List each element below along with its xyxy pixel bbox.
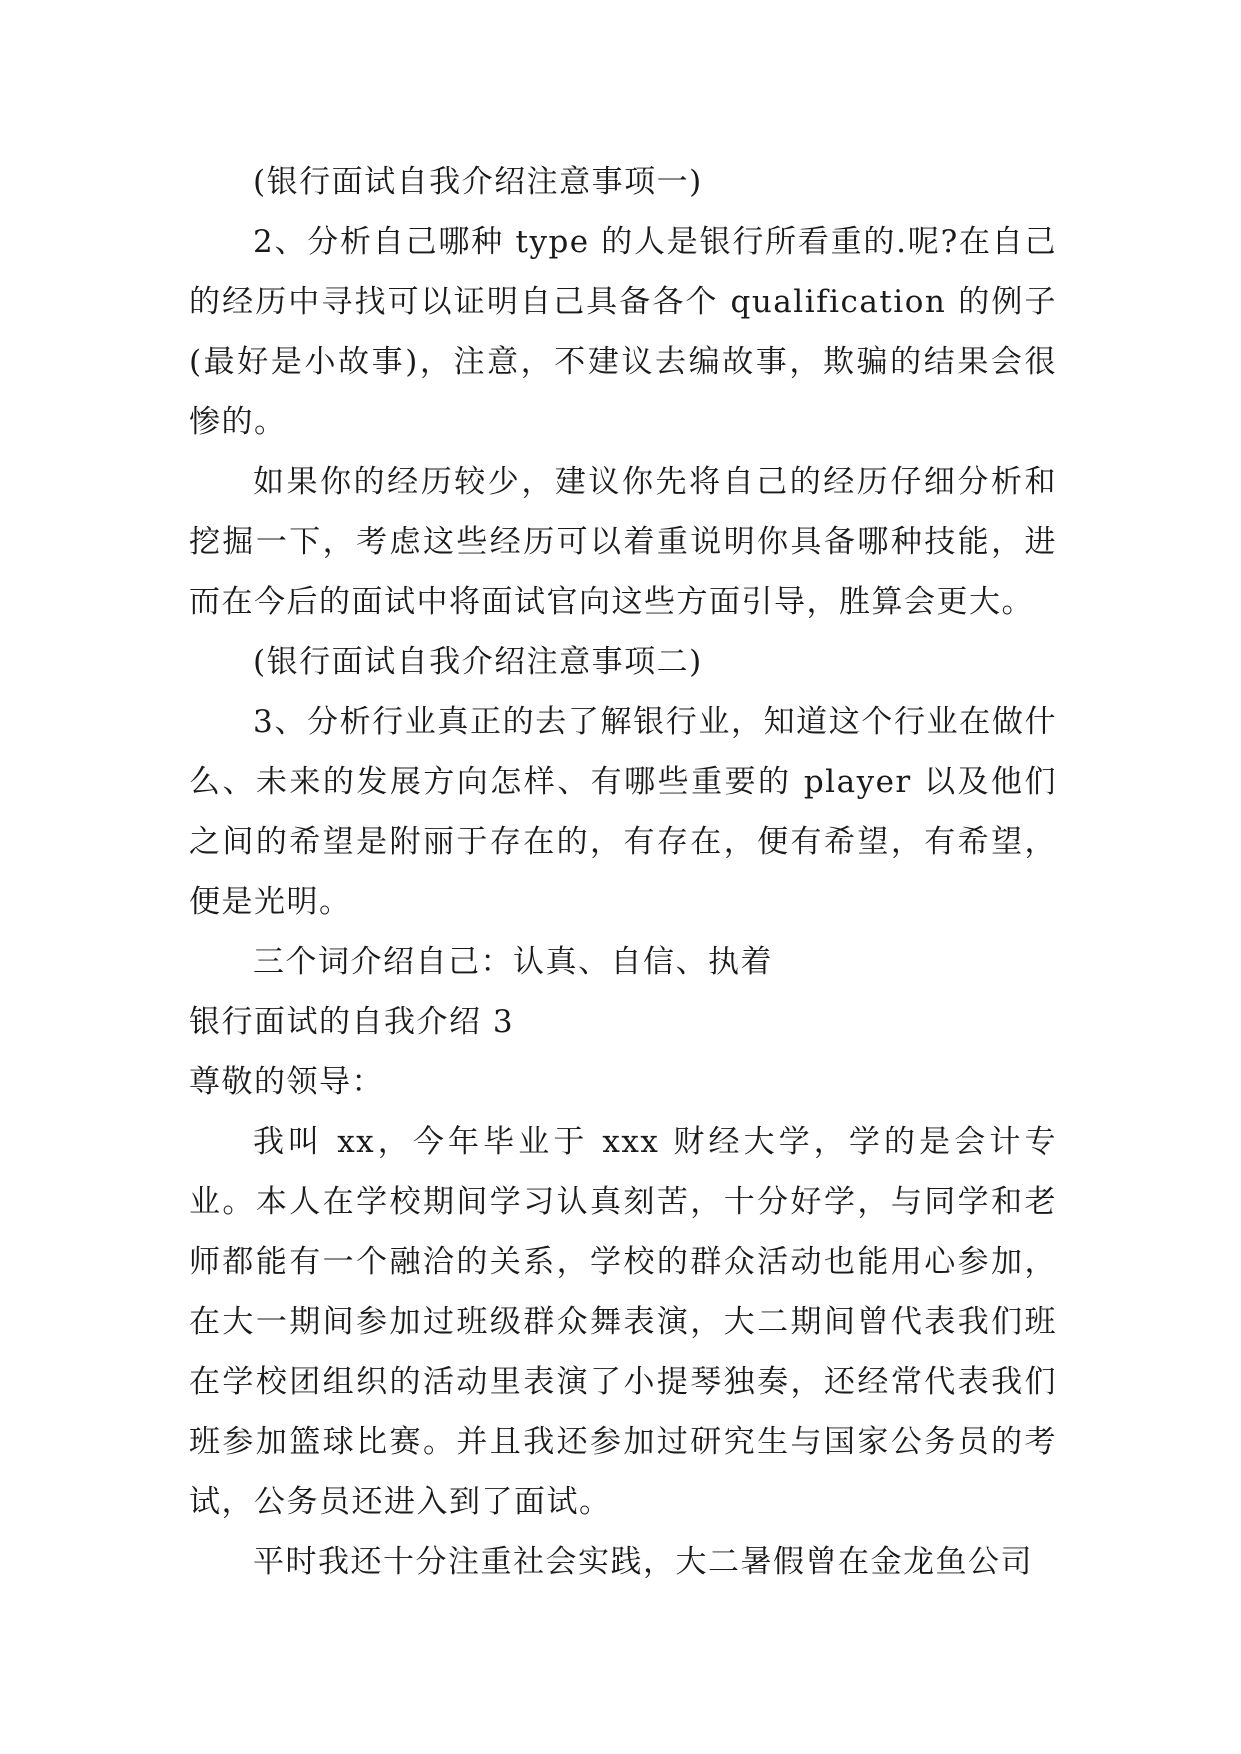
paragraph-analyze-industry: 3、分析行业真正的去了解银行业，知道这个行业在做什么、未来的发展方向怎样、有哪些重要的 player 以及他们之间的希望是附丽于存在的，有存在，便有希望，有希望，便是光明。 [189,704,1057,920]
paragraph-self-intro: 我叫 xx，今年毕业于 xxx 财经大学，学的是会计专业。本人在学校期间学习认真刻苦，十分好学，与同学和老师都能有一个融洽的关系，学校的群众活动也能用心参加，在大一期间参加过班级群众舞表演，大二期间曾代表我们班在学校团组织的活动里表演了小提琴独奏，还经常代表我们班参加篮球比赛。并且我还参加过研究生与国家公务员的考试，公务员还进入到了面试。 [189,1124,1057,1520]
paragraph-analyze-type: 2、分析自己哪种 type 的人是银行所看重的.呢?在自己的经历中寻找可以证明自己具备各个 qualification 的例子(最好是小故事)，注意，不建议去编故事，欺骗的结果会很惨的。 [189,224,1057,440]
salutation: 尊敬的领导： [189,1064,384,1100]
note-heading-2: (银行面试自我介绍注意事项二) [253,644,703,680]
paragraph-three-words: 三个词介绍自己：认真、自信、执着 [253,944,773,980]
paragraph-social-practice: 平时我还十分注重社会实践，大二暑假曾在金龙鱼公司 [253,1544,1033,1580]
note-heading-1: (银行面试自我介绍注意事项一) [253,164,703,200]
section-title: 银行面试的自我介绍 3 [189,1004,515,1040]
paragraph-less-experience: 如果你的经历较少，建议你先将自己的经历仔细分析和挖掘一下，考虑这些经历可以着重说明你具备哪种技能，进而在今后的面试中将面试官向这些方面引导，胜算会更大。 [189,464,1057,620]
document-body [189,152,1057,1592]
